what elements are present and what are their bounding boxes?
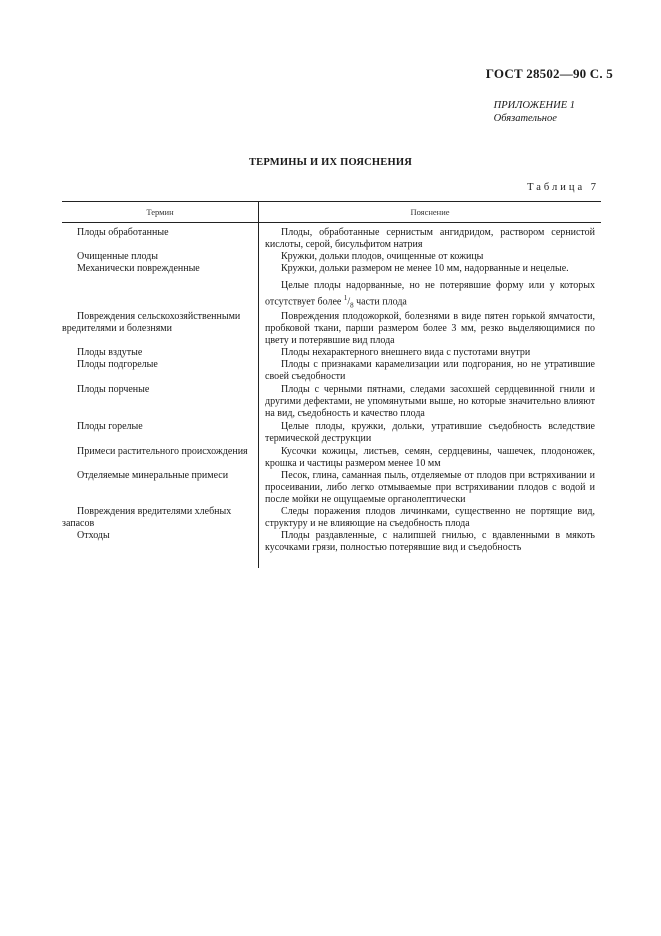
term-cell: Плоды обработанные	[77, 227, 169, 238]
table-row	[62, 446, 601, 470]
explanation-cell: Целые плоды надорванные, но не потерявшие форму или у которых отсутствует более $^1/_8$ части плода	[265, 280, 595, 310]
fraction-numerator: 1	[343, 294, 348, 302]
term-cell: Плоды горелые	[77, 421, 143, 433]
term-cell: Плоды вздутые	[77, 347, 143, 359]
column-divider	[258, 223, 259, 568]
explanation-cell: Кружки, дольки размером не менее 10 мм, надорванные и нецелые.	[281, 263, 569, 274]
term-cell: Повреждения вредителями хлебных запасов	[62, 506, 232, 530]
table-row	[62, 311, 601, 347]
term-cell: Отделяемые минеральные примеси	[77, 470, 229, 482]
fraction-denominator: 8	[350, 301, 354, 310]
header-term: Термин	[62, 202, 259, 222]
explanation-cell: Плоды с признаками карамелизации или подгорания, но не утратившие своей съедобности	[265, 359, 595, 383]
term-cell: Повреждения сельскохозяйственными вредителями и болезнями	[62, 311, 241, 335]
term-cell: Отходы	[77, 530, 110, 542]
explanation-text: Целые плоды надорванные, но не потерявшие форму или у которых отсутствует более	[265, 280, 595, 308]
explanation-cell: Плоды, обработанные сернистым ангидридом, раствором сернистой кислоты, серой, бисульфитом натрия	[265, 227, 595, 250]
explanation-cell: Плоды раздавленные, с налипшей гнилью, с вдавленными в мякоть кусочками грязи, полностью потерявшие вид и съедобность	[265, 530, 595, 554]
table-caption: Таблица 7	[527, 182, 599, 193]
table-body	[62, 223, 601, 554]
appendix-label: ПРИЛОЖЕНИЕ 1	[493, 100, 575, 111]
explanation-cell: Песок, глина, саманная пыль, отделяемые от плодов при встряхивании и просеивании, либо легко отмываемые при встряхивании плодов с водой и после мойки не ощущаемые органолептически	[265, 470, 595, 506]
page-title: ТЕРМИНЫ И ИХ ПОЯСНЕНИЯ	[248, 157, 413, 168]
appendix-block	[494, 99, 575, 125]
appendix-status: Обязательное	[493, 113, 557, 124]
table-row	[62, 506, 601, 530]
table-header	[62, 201, 601, 223]
term-cell: Очищенные плоды	[77, 251, 158, 262]
table-row	[62, 227, 601, 251]
table-row	[62, 251, 601, 263]
terms-table	[62, 201, 601, 554]
term-cell	[62, 280, 258, 311]
term-cell: Плоды подгорелые	[77, 359, 158, 371]
term-cell: Механически поврежденные	[77, 263, 200, 274]
standard-page-header: ГОСТ 28502—90 С. 5	[485, 66, 613, 81]
explanation-cell: Следы поражения плодов личинками, существенно не портящие вид, структуру и не влияющие на съедобность плода	[265, 506, 595, 530]
table-row	[62, 263, 601, 275]
explanation-cell: Плоды нехарактерного внешнего вида с пустотами внутри	[281, 347, 531, 359]
table-row	[62, 359, 601, 383]
explanation-cell: Кружки, дольки плодов, очищенные от кожицы	[281, 251, 484, 262]
explanation-cell: Плоды с черными пятнами, следами засохшей сердцевинной гнили и другими дефектами, не упомянутыми выше, но которые значительно влияют на вид, съедобность и качество плода	[265, 384, 595, 420]
table-row	[62, 530, 601, 554]
term-cell: Примеси растительного происхождения	[77, 446, 248, 458]
table-row	[62, 470, 601, 506]
table-row	[62, 384, 601, 420]
term-cell: Плоды порченые	[77, 384, 150, 396]
table-row	[62, 347, 601, 359]
explanation-cell: Кусочки кожицы, листьев, семян, сердцевины, чашечек, плодоножек, крошка и частицы размером менее 10 мм	[265, 446, 595, 470]
table-row	[62, 280, 601, 311]
table-row	[62, 421, 601, 445]
explanation-text: части плода	[353, 296, 407, 308]
explanation-cell: Целые плоды, кружки, дольки, утратившие съедобность вследствие термической деструкции	[265, 421, 595, 445]
explanation-cell: Повреждения плодожоркой, болезнями в виде пятен горькой ямчатости, пробковой ткани, парши размером более 3 мм, резко выделяющимися по цвету и потерявшие вид плода	[265, 311, 595, 347]
header-explanation: Пояснение	[410, 207, 450, 217]
